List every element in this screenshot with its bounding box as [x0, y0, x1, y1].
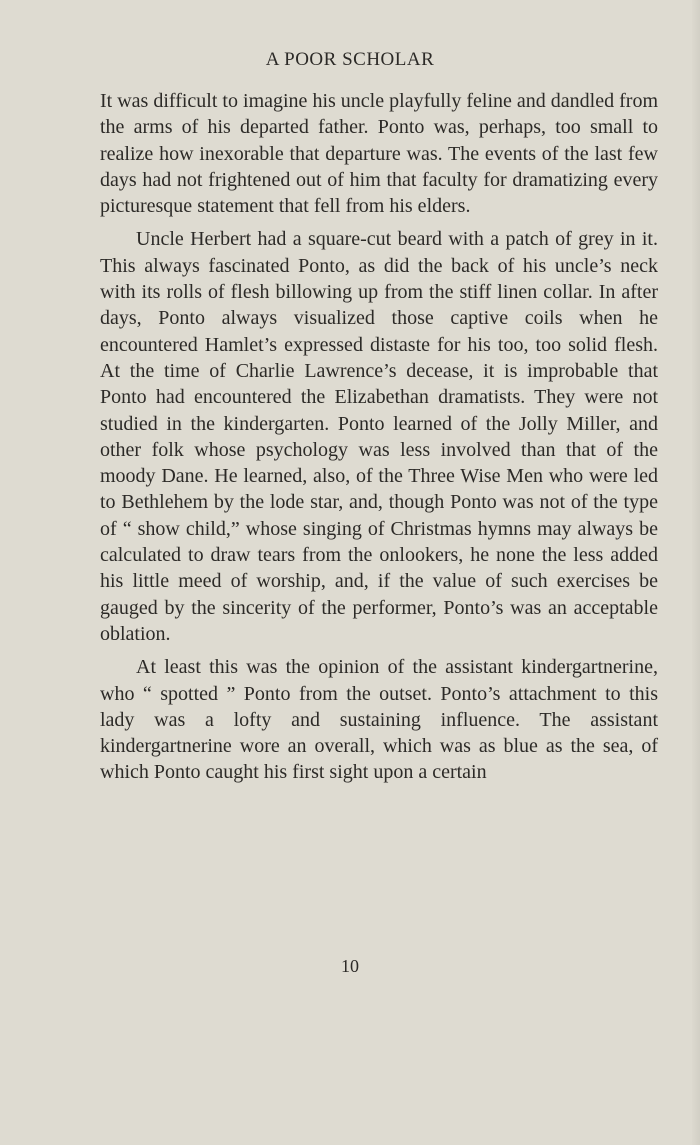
page-edge-shadow [692, 0, 700, 1145]
paragraph-3: At least this was the opinion of the assistant kindergartnerine, who “ spotted ” Ponto from the outset. Ponto’s attachment to this lady was a lofty and sustaining influence. The assistant kindergartnerine wore an overall, which was as blue as the sea, of which Ponto caught his first sight upon a certain [100, 656, 658, 784]
paragraph-1: It was difficult to imagine his uncle playfully feline and dandled from the arms of his departed father. Ponto was, perhaps, too small to realize how inexorable that departure was. The events of the last few days had not frightened out of him that faculty for dramatizing every picturesque statement that fell from his elders. [100, 90, 658, 218]
page-number: 10 [341, 956, 359, 976]
paragraph-2: Uncle Herbert had a square-cut beard with a patch of grey in it. This always fascinated Ponto, as did the back of his uncle’s neck with its rolls of flesh billowing up from the stiff linen collar. In after days, Ponto always visualized those captive coils when he encountered Hamlet’s expressed distaste for his too, too solid flesh. At the time of Charlie Lawrence’s decease, it is improbable that Ponto had encountered the Elizabethan dramatists. They were not studied in the kindergarten. Ponto learned of the Jolly Miller, and other folk whose psychology was less involved than that of the moody Dane. He learned, also, of the Three Wise Men who were led to Bethlehem by the lode star, and, though Ponto was not of the type of “ show child,” whose singing of Christmas hymns may always be calculated to draw tears from the onlookers, he none the less added his little meed of worship, and, if the value of such exercises be gauged by the sincerity of the performer, Ponto’s was an acceptable oblation. [100, 228, 658, 645]
running-head: A POOR SCHOLAR [265, 49, 435, 70]
body-text [100, 88, 658, 793]
